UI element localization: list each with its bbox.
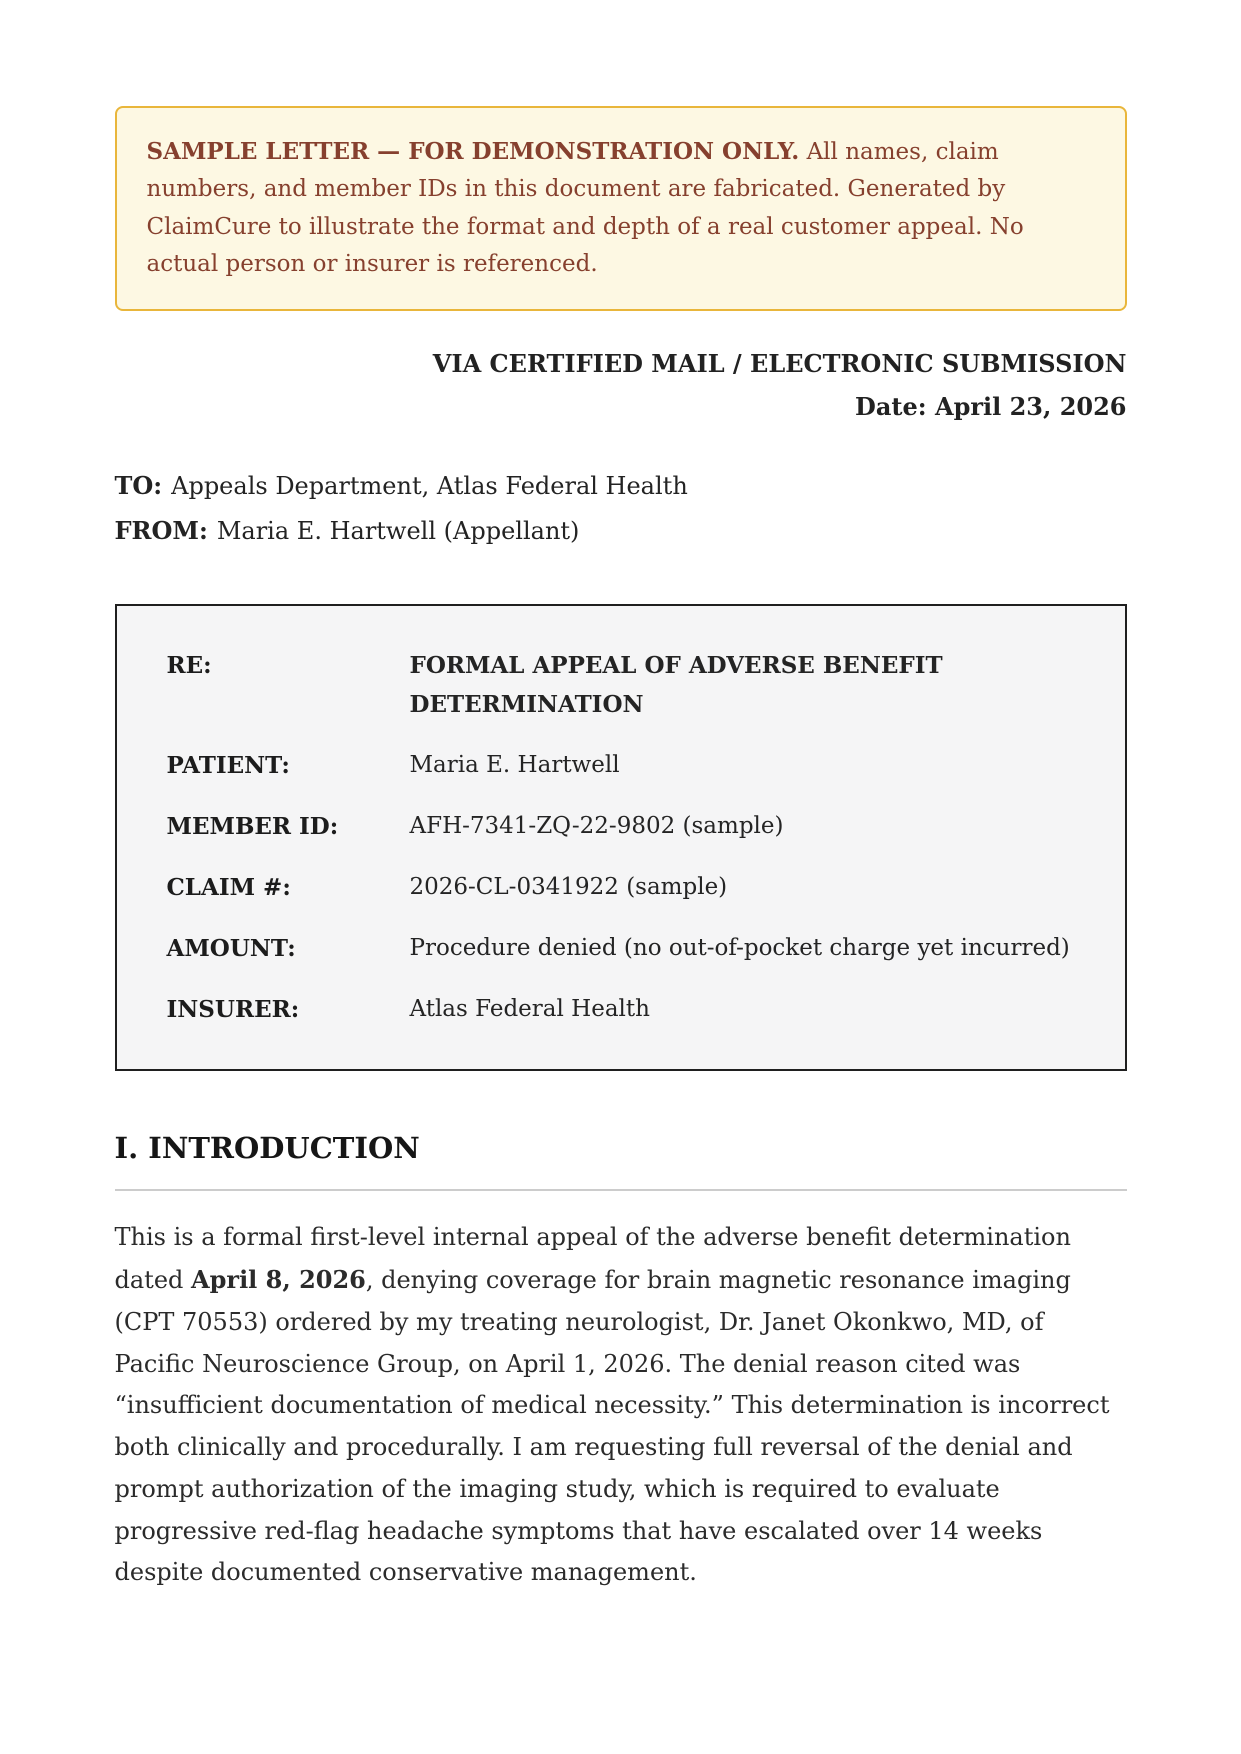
date-line: Date: April 23, 2026 <box>855 391 1127 421</box>
to-label: TO: <box>114 471 163 501</box>
case-row-label: AMOUNT: <box>166 935 296 963</box>
case-row-value: FORMAL APPEAL OF ADVERSE BENEFIT DETERMINATION <box>409 651 943 718</box>
case-row-amount <box>167 929 1085 968</box>
case-row-re <box>167 646 1085 724</box>
case-row-value: Atlas Federal Health <box>409 996 650 1023</box>
from-value: Maria E. Hartwell (Appellant) <box>216 517 580 545</box>
case-row-insurer <box>167 990 1085 1029</box>
from-label: FROM: <box>114 516 208 545</box>
case-row-value: 2026-CL-0341922 (sample) <box>409 874 728 900</box>
case-row-value: AFH-7341-ZQ-22-9802 (sample) <box>409 812 784 839</box>
case-row-claim-number <box>167 868 1085 907</box>
case-summary-box <box>115 604 1127 1072</box>
sample-disclaimer-text: SAMPLE LETTER — FOR DEMONSTRATION ONLY. All names, claim numbers, and member IDs in this document are fabricated. Generated by ClaimCure to illustrate the format and depth of a real customer appeal. No actual person or insurer is referenced. <box>146 138 1024 278</box>
case-row-label: MEMBER ID: <box>166 812 339 840</box>
case-row-patient <box>167 746 1085 785</box>
sample-disclaimer-box <box>115 106 1127 311</box>
appeal-letter-page <box>115 0 1127 1738</box>
case-row-label: RE: <box>166 651 212 679</box>
from-line <box>115 509 1127 554</box>
case-row-label: CLAIM #: <box>166 874 291 901</box>
case-row-value: Procedure denied (no out-of-pocket charge yet incurred) <box>409 935 1070 962</box>
section-heading-introduction: I. INTRODUCTION <box>114 1131 420 1166</box>
introduction-paragraph: This is a formal first-level internal appeal of the adverse benefit determination dated April 8, 2026, denying coverage for brain magnetic resonance imaging (CPT 70553) ordered by my treating neurologist, Dr. Janet Okonkwo, MD, of Pacific Neuroscience Group, on April 1, 2026. The denial reason cited was “insufficient documentation of medical necessity.” This determination is incorrect both clinically and procedurally. I am requesting full reversal of the denial and prompt authorization of the imaging study, which is required to evaluate progressive red-flag headache symptoms that have escalated over 14 weeks despite documented conservative management. <box>114 1223 1110 1587</box>
to-line <box>115 464 1127 509</box>
section-divider <box>115 1189 1127 1191</box>
case-row-value: Maria E. Hartwell <box>409 751 620 778</box>
to-value: Appeals Department, Atlas Federal Health <box>171 472 688 501</box>
case-row-label: PATIENT: <box>166 751 290 779</box>
addressing-block <box>115 464 1127 553</box>
delivery-method-line: VIA CERTIFIED MAIL / ELECTRONIC SUBMISSION <box>432 348 1127 378</box>
case-row-member-id <box>167 807 1085 846</box>
case-row-label: INSURER: <box>166 996 300 1024</box>
dispatch-header <box>115 343 1127 428</box>
